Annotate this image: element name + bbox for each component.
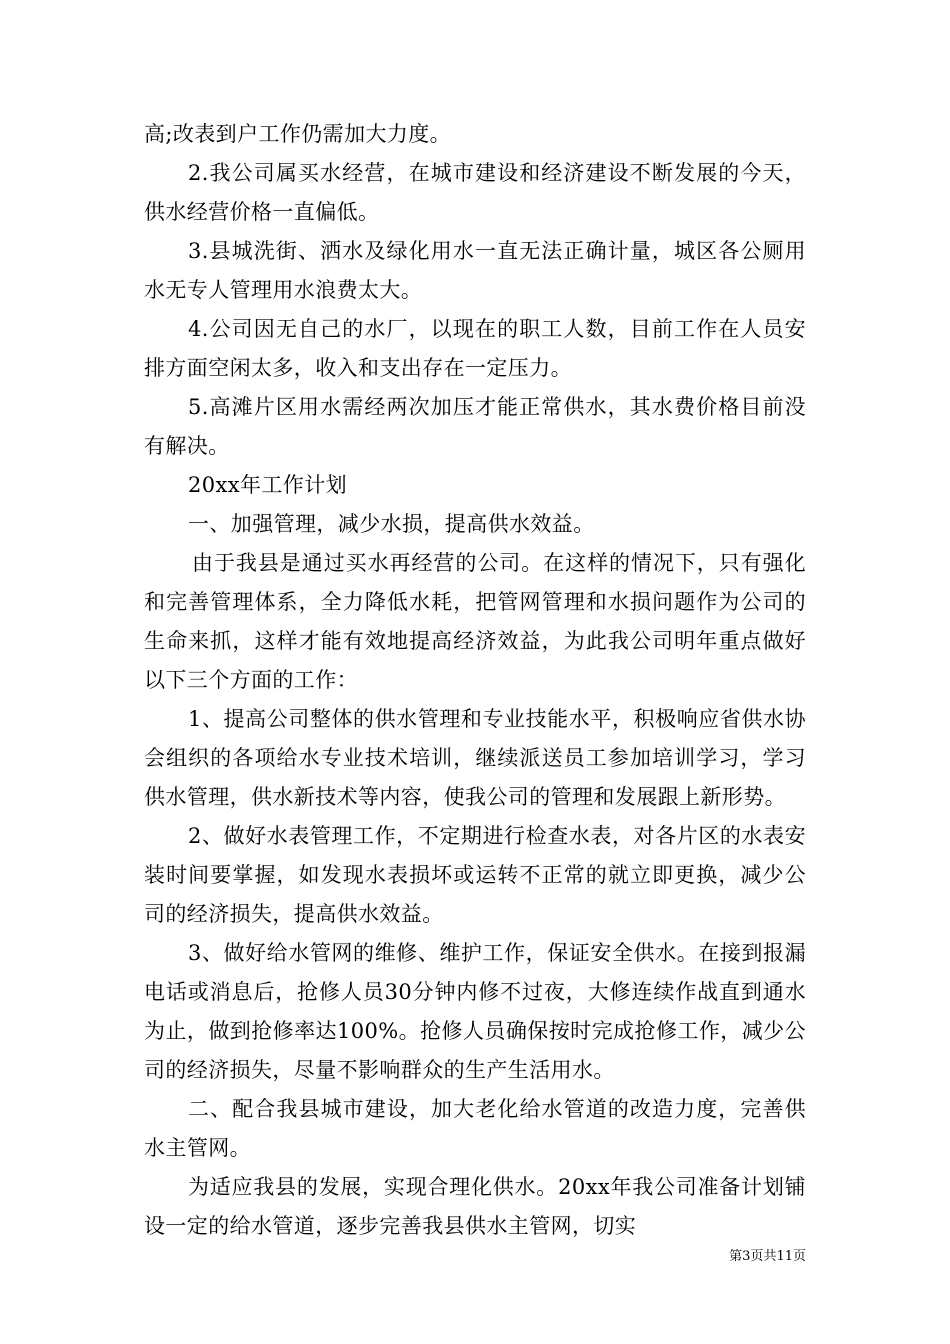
paragraph-issue-5: 5.高滩片区用水需经两次加压才能正常供水，其水费价格目前没有解决。 — [144, 395, 806, 458]
section-heading-plan: 20xx年工作计划 — [188, 473, 348, 497]
paragraph-pipeline: 为适应我县的发展，实现合理化供水。20xx年我公司准备计划铺设一定的给水管道，逐步完善我县供水主管网，切实 — [144, 1175, 806, 1238]
page-number-footer: 第3页共11页 — [729, 1249, 806, 1264]
paragraph-issue-2: 2.我公司属买水经营，在城市建设和经济建设不断发展的今天，供水经营价格一直偏低。 — [144, 161, 806, 224]
paragraph-continuation: 高;改表到户工作仍需加大力度。 — [144, 122, 452, 146]
paragraph-issue-3: 3.县城洗街、洒水及绿化用水一直无法正确计量，城区各公厕用水无专人管理用水浪费太大。 — [144, 239, 806, 302]
paragraph-item-1: 1、提高公司整体的供水管理和专业技能水平，积极响应省供水协会组织的各项给水专业技术培训，继续派送员工参加培训学习，学习供水管理，供水新技术等内容，使我公司的管理和发展跟上新形势。 — [144, 707, 806, 809]
document-body — [144, 115, 806, 1246]
paragraph-intro: 由于我县是通过买水再经营的公司。在这样的情况下，只有强化和完善管理体系，全力降低水耗，把管网管理和水损问题作为公司的生命来抓，这样才能有效地提高经济效益，为此我公司明年重点做好以下三个方面的工作： — [144, 551, 806, 692]
paragraph-item-3: 3、做好给水管网的维修、维护工作，保证安全供水。在接到报漏电话或消息后，抢修人员30分钟内修不过夜，大修连续作战直到通水为止，做到抢修率达100%。抢修人员确保按时完成抢修工作，减少公司的经济损失，尽量不影响群众的生产生活用水。 — [144, 941, 806, 1082]
subheading-construction: 二、配合我县城市建设，加大老化给水管道的改造力度，完善供水主管网。 — [144, 1097, 806, 1160]
paragraph-issue-4: 4.公司因无自己的水厂，以现在的职工人数，目前工作在人员安排方面空闲太多，收入和支出存在一定压力。 — [144, 317, 806, 380]
paragraph-item-2: 2、做好水表管理工作，不定期进行检查水表，对各片区的水表安装时间要掌握，如发现水表损坏或运转不正常的就立即更换，减少公司的经济损失，提高供水效益。 — [144, 824, 806, 926]
subheading-management: 一、加强管理，减少水损，提高供水效益。 — [188, 512, 595, 536]
